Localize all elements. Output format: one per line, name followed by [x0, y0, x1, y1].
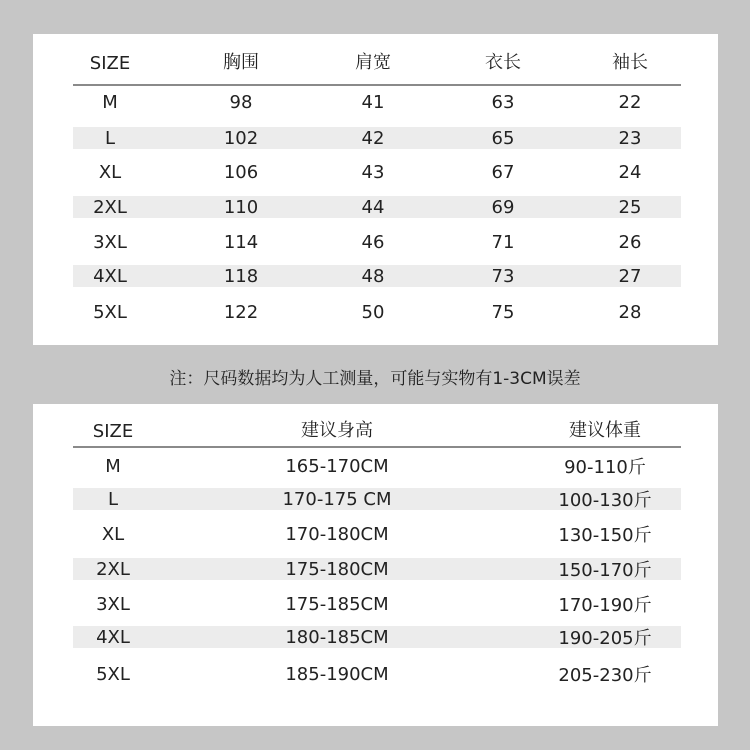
cell-size: L — [107, 488, 119, 510]
cell-sleeve: 26 — [618, 231, 642, 253]
cell-weight: 205-230斤 — [558, 665, 652, 686]
cell-shoulder: 48 — [361, 265, 385, 287]
cell-chest: 110 — [223, 196, 259, 218]
header-length: 衣长 — [485, 52, 521, 73]
cell-size: 3XL — [93, 231, 127, 253]
cell-shoulder: 41 — [361, 91, 385, 113]
cell-length: 73 — [491, 265, 515, 287]
cell-height: 170-175 CM — [282, 488, 392, 510]
cell-shoulder: 43 — [361, 161, 385, 183]
cell-size: XL — [98, 161, 122, 183]
cell-height: 180-185CM — [285, 626, 389, 648]
header-size: SIZE — [92, 421, 134, 442]
table-row — [73, 127, 681, 149]
header-shoulder: 肩宽 — [355, 52, 391, 73]
cell-chest: 122 — [223, 301, 259, 323]
table-row — [73, 265, 681, 287]
cell-weight: 100-130斤 — [558, 490, 652, 511]
cell-size: 4XL — [96, 626, 130, 648]
cell-weight: 170-190斤 — [558, 595, 652, 616]
cell-shoulder: 42 — [361, 127, 385, 149]
cell-size: XL — [101, 523, 125, 545]
cell-sleeve: 27 — [618, 265, 642, 287]
cell-size: 3XL — [96, 593, 130, 615]
cell-sleeve: 25 — [618, 196, 642, 218]
table-row — [73, 523, 681, 545]
cell-sleeve: 22 — [618, 91, 642, 113]
header-size: SIZE — [89, 53, 131, 74]
table-row — [73, 161, 681, 183]
cell-length: 75 — [491, 301, 515, 323]
recommendation-table — [33, 404, 718, 726]
cell-shoulder: 44 — [361, 196, 385, 218]
cell-chest: 114 — [223, 231, 259, 253]
cell-weight: 190-205斤 — [558, 628, 652, 649]
cell-weight: 130-150斤 — [558, 525, 652, 546]
measurement-note: 注：尺码数据均为人工测量，可能与实物有1-3CM误差 — [169, 369, 581, 389]
recommendation-table-header — [73, 404, 681, 448]
cell-size: L — [104, 127, 116, 149]
cell-height: 170-180CM — [285, 523, 389, 545]
cell-length: 67 — [491, 161, 515, 183]
table-row — [73, 196, 681, 218]
cell-size: 5XL — [96, 663, 130, 685]
cell-shoulder: 46 — [361, 231, 385, 253]
table-row — [73, 91, 681, 113]
header-chest: 胸围 — [223, 52, 259, 73]
measurement-table-header — [73, 34, 681, 86]
table-row — [73, 558, 681, 580]
cell-length: 69 — [491, 196, 515, 218]
cell-size: 5XL — [93, 301, 127, 323]
header-height: 建议身高 — [301, 420, 373, 441]
cell-height: 185-190CM — [285, 663, 389, 685]
cell-sleeve: 28 — [618, 301, 642, 323]
table-row — [73, 231, 681, 253]
header-weight: 建议体重 — [569, 420, 641, 441]
cell-chest: 102 — [223, 127, 259, 149]
cell-chest: 106 — [223, 161, 259, 183]
cell-size: 4XL — [93, 265, 127, 287]
cell-size: 2XL — [93, 196, 127, 218]
cell-length: 65 — [491, 127, 515, 149]
cell-chest: 98 — [229, 91, 253, 113]
table-row — [73, 593, 681, 615]
cell-size: 2XL — [96, 558, 130, 580]
cell-shoulder: 50 — [361, 301, 385, 323]
cell-weight: 90-110斤 — [564, 457, 646, 478]
table-row — [73, 488, 681, 510]
table-row — [73, 455, 681, 477]
header-sleeve: 袖长 — [612, 52, 648, 73]
cell-height: 175-185CM — [285, 593, 389, 615]
cell-height: 165-170CM — [285, 455, 389, 477]
cell-length: 63 — [491, 91, 515, 113]
cell-sleeve: 24 — [618, 161, 642, 183]
cell-chest: 118 — [223, 265, 259, 287]
cell-weight: 150-170斤 — [558, 560, 652, 581]
table-row — [73, 301, 681, 323]
measurement-table — [33, 34, 718, 345]
cell-size: M — [105, 455, 121, 477]
cell-size: M — [102, 91, 118, 113]
cell-height: 175-180CM — [285, 558, 389, 580]
table-row — [73, 626, 681, 648]
table-row — [73, 663, 681, 685]
cell-length: 71 — [491, 231, 515, 253]
cell-sleeve: 23 — [618, 127, 642, 149]
